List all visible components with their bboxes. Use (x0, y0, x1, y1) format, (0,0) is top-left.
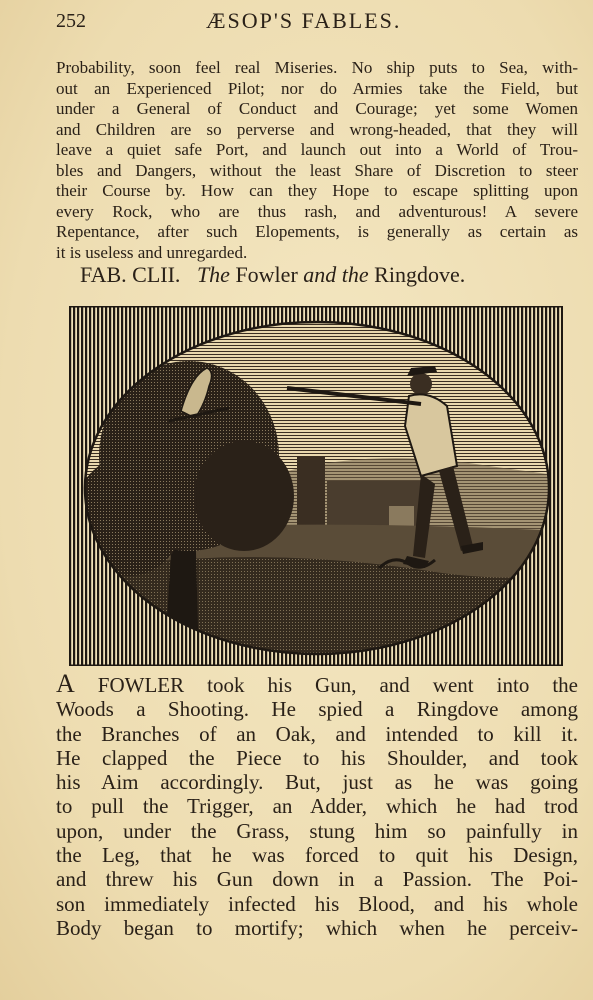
text-line: to pull the Trigger, an Adder, which he had trod (56, 794, 578, 819)
text-line: He clapped the Piece to his Shoulder, and took (56, 745, 578, 770)
text-line: their Course by. How can they Hope to escape splitting upon (56, 181, 578, 200)
text-line: under a General of Conduct and Courage; yet some Women (56, 99, 578, 118)
fable-title (80, 262, 580, 288)
text-line: and threw his Gun down in a Passion. The Poi- (56, 867, 578, 892)
text-line: son immediately infected his Blood, and his whole (56, 891, 578, 916)
text-line: every Rock, who are thus rash, and adventurous! A severe (56, 201, 578, 221)
preceding-fable-moral (56, 58, 578, 263)
running-head: ÆSOP'S FABLES. (206, 8, 402, 33)
text-line: the Leg, that he was forced to quit his Design, (56, 843, 578, 868)
text-line: Repentance, after such Elopements, is generally as certain as (56, 222, 578, 241)
title-word-fowler: Fowler (235, 262, 298, 287)
title-word-the: The (196, 262, 230, 287)
text-line: Probability, soon feel real Miseries. No ship puts to Sea, with- (56, 58, 578, 77)
page-number: 252 (56, 10, 86, 32)
text-line: bles and Dangers, without the least Share of Discretion to steer (56, 160, 578, 180)
text-line: upon, under the Grass, stung him so painfully in (56, 818, 578, 843)
page-header (56, 6, 576, 36)
text-line: leave a quiet safe Port, and launch out into a World of Trou- (56, 140, 578, 159)
title-word-ringdove: Ringdove. (374, 262, 466, 287)
drop-cap: A (56, 672, 75, 698)
title-word-and-the: and the (303, 262, 369, 287)
fable-text (56, 672, 578, 940)
fable-number: FAB. CLII. (80, 262, 181, 287)
woodcut-fowler-and-ringdove-icon (69, 306, 563, 666)
text-line: Body began to mortify; which when he perceiv- (56, 915, 578, 940)
text-line: his Aim accordingly. But, just as he was going (56, 770, 578, 795)
text-line (56, 672, 578, 697)
text-line: Woods a Shooting. He spied a Ringdove among (56, 697, 578, 722)
first-line-text: FOWLER took his Gun, and went into the (74, 673, 578, 697)
text-line: the Branches of an Oak, and intended to kill it. (56, 721, 578, 746)
text-line: out an Experienced Pilot; nor do Armies take the Field, but (56, 78, 578, 98)
text-line: and Children are so perverse and wrong-headed, that they will (56, 119, 578, 139)
text-line-last: it is useless and unregarded. (56, 242, 248, 262)
